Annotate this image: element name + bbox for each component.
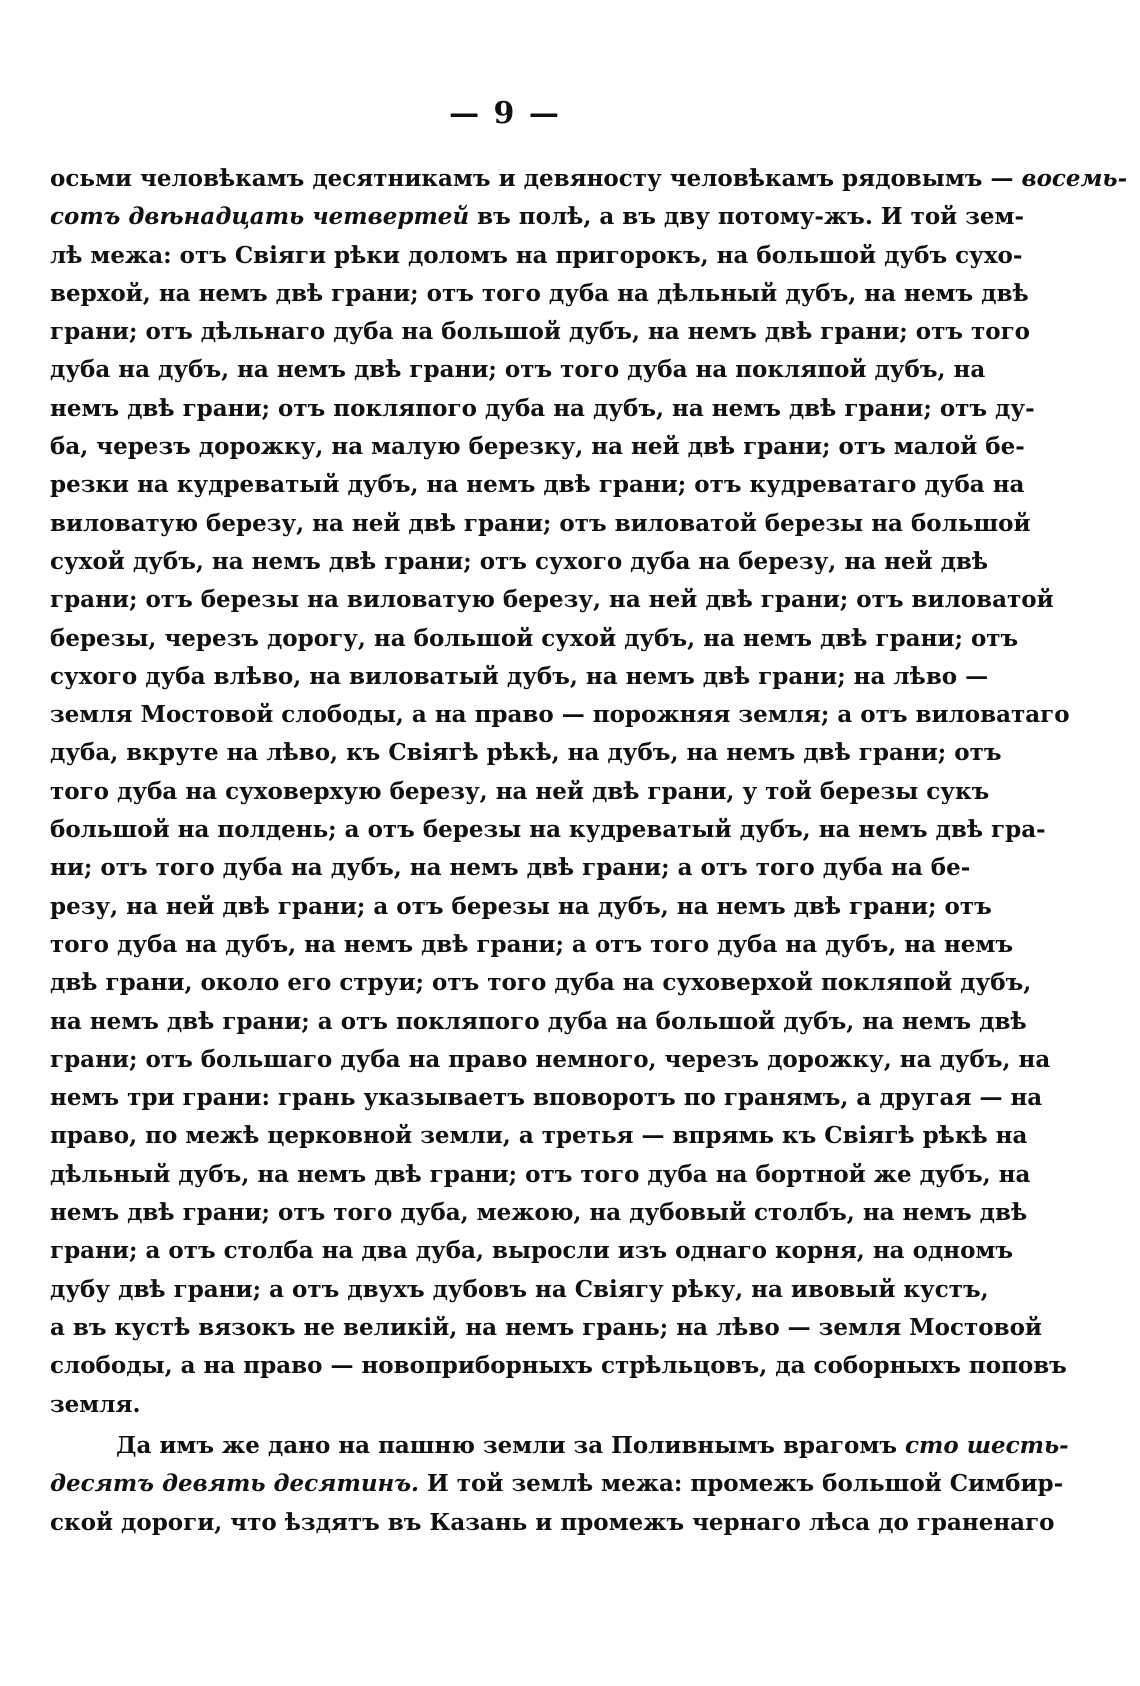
text-line xyxy=(50,1232,1014,1270)
text-line xyxy=(50,351,986,389)
line-text: сухой дубъ, на немъ двѣ грани; отъ сухого дуба на березу, на ней двѣ xyxy=(50,547,989,575)
line-text: ба, черезъ дорожку, на малую березку, на ней двѣ грани; отъ малой бе- xyxy=(50,433,1025,461)
italic-text: сотъ двѣнадцать четвертей xyxy=(50,203,470,231)
text-line xyxy=(50,505,1031,543)
line-text: право, по межѣ церковной земли, а третья — впрямь къ Свіягѣ рѣкѣ на xyxy=(50,1122,1028,1150)
line-text: березы, черезъ дорогу, на большой сухой дубъ, на немъ двѣ грани; отъ xyxy=(50,624,1019,652)
text-line xyxy=(50,696,1070,734)
line-text: сухого дуба влѣво, на виловатый дубъ, на немъ двѣ грани; на лѣво — xyxy=(50,662,989,690)
line-text: а въ кустѣ вязокъ не великій, на немъ грань; на лѣво — земля Мостовой xyxy=(50,1313,1042,1341)
text-line xyxy=(50,773,990,811)
text-line xyxy=(50,888,992,926)
text-line xyxy=(50,1309,1042,1347)
line-text: немъ двѣ грани; отъ того дуба, межою, на дубовый столбъ, на немъ двѣ xyxy=(50,1199,1028,1227)
line-text: того дуба на суховерхую березу, на ней двѣ грани, у той березы сукъ xyxy=(50,777,990,805)
line-text: лѣ межа: отъ Свіяги рѣки доломъ на пригорокъ, на большой дубъ сухо- xyxy=(50,241,1023,269)
line-text: грани; а отъ столба на два дуба, выросли изъ однаго корня, на одномъ xyxy=(50,1237,1014,1265)
text-line xyxy=(50,811,1046,849)
paragraph-1 xyxy=(50,160,1128,1424)
line-text: на немъ двѣ грани; а отъ покляпого дуба на большой дубъ, на немъ двѣ xyxy=(50,1007,1027,1035)
line-text: немъ двѣ грани; отъ покляпого дуба на дубъ, на немъ двѣ грани; отъ ду- xyxy=(50,394,1035,422)
text-line xyxy=(50,428,1025,466)
text-line xyxy=(50,1427,1069,1465)
line-text: двѣ грани, около его струи; отъ того дуба на суховерхой покляпой дубъ, xyxy=(50,969,1032,997)
text-line xyxy=(50,543,989,581)
paragraph-2 xyxy=(50,1427,1069,1542)
line-text: виловатую березу, на ней двѣ грани; отъ виловатой березы на большой xyxy=(50,509,1031,537)
text-line xyxy=(50,1003,1027,1041)
line-text: грани; отъ березы на виловатую березу, на ней двѣ грани; отъ виловатой xyxy=(50,586,1054,614)
line-text: грани; отъ большаго дуба на право немного, черезъ дорожку, на дубъ, на xyxy=(50,1045,1051,1073)
text-line xyxy=(50,620,1019,658)
line-text: слободы, а на право — новоприборныхъ стрѣльцовъ, да соборныхъ поповъ xyxy=(50,1352,1067,1380)
text-line xyxy=(50,275,1029,313)
text-line xyxy=(50,160,1128,198)
line-text: резу, на ней двѣ грани; а отъ березы на дубъ, на немъ двѣ грани; отъ xyxy=(50,892,992,920)
text-line xyxy=(50,1079,1043,1117)
line-text: грани; отъ дѣльнаго дуба на большой дубъ, на немъ двѣ грани; отъ того xyxy=(50,318,1031,346)
italic-text: восемь- xyxy=(1021,165,1128,192)
line-text: немъ три грани: грань указываетъ вповоротъ по гранямъ, а другая — на xyxy=(50,1084,1043,1112)
text-line xyxy=(50,237,1023,275)
line-text: верхой, на немъ двѣ грани; отъ того дуба на дѣльный дубъ, на немъ двѣ xyxy=(50,279,1029,307)
text-line xyxy=(50,1041,1051,1079)
line-text: дубу двѣ грани; а отъ двухъ дубовъ на Свіягу рѣку, на ивовый кустъ, xyxy=(50,1275,989,1303)
line-text: ской дороги, что ѣздятъ въ Казань и промежъ чернаго лѣса до граненаго xyxy=(50,1508,1055,1536)
italic-text: сто шесть- xyxy=(905,1432,1069,1459)
text-line xyxy=(50,313,1031,351)
text-line xyxy=(50,466,1025,504)
line-text: дуба на дубъ, на немъ двѣ грани; отъ того дуба на покляпой дубъ, на xyxy=(50,356,986,384)
text-line xyxy=(50,1156,1031,1194)
text-line xyxy=(50,734,1002,772)
line-text: дѣльный дубъ, на немъ двѣ грани; отъ того дуба на бортной же дубъ, на xyxy=(50,1160,1031,1188)
text-line xyxy=(50,1194,1028,1232)
line-text: Да имъ же дано на пашню земли за Поливнымъ врагомъ xyxy=(116,1432,905,1459)
text-line xyxy=(50,390,1035,428)
line-text: земля. xyxy=(50,1390,141,1418)
line-text: земля Мостовой слободы, а на право — порожняя земля; а отъ виловатаго xyxy=(50,701,1070,729)
line-text: большой на полдень; а отъ березы на кудреватый дубъ, на немъ двѣ гра- xyxy=(50,816,1046,844)
text-line xyxy=(50,964,1032,1002)
line-text: ни; отъ того дуба на дубъ, на немъ двѣ грани; а отъ того дуба на бе- xyxy=(50,854,971,882)
text-line xyxy=(50,658,989,696)
line-text: того дуба на дубъ, на немъ двѣ грани; а отъ того дуба на дубъ, на немъ xyxy=(50,930,1014,958)
text-line xyxy=(50,1117,1028,1155)
italic-text: десятъ девять десятинъ. xyxy=(50,1470,420,1498)
text-line xyxy=(50,1465,1064,1503)
text-line xyxy=(50,849,971,887)
line-text: резки на кудреватый дубъ, на немъ двѣ грани; отъ кудреватаго дуба на xyxy=(50,471,1025,499)
text-line xyxy=(50,198,1025,236)
text-line xyxy=(50,926,1014,964)
line-text: И той землѣ межа: промежъ большой Симбир- xyxy=(419,1470,1064,1498)
page-number: — 9 — xyxy=(449,96,561,131)
text-line xyxy=(50,1347,1067,1385)
text-line xyxy=(50,1386,962,1424)
text-line xyxy=(50,581,1054,619)
text-line xyxy=(50,1504,1055,1542)
line-text: осьми человѣкамъ десятникамъ и девяносту человѣкамъ рядовымъ — xyxy=(50,165,1022,192)
line-text: дуба, вкруте на лѣво, къ Свіягѣ рѣкѣ, на дубъ, на немъ двѣ грани; отъ xyxy=(50,739,1002,767)
line-text: въ полѣ, а въ дву потому-жъ. И той зем- xyxy=(469,203,1025,231)
text-line xyxy=(50,1271,989,1309)
